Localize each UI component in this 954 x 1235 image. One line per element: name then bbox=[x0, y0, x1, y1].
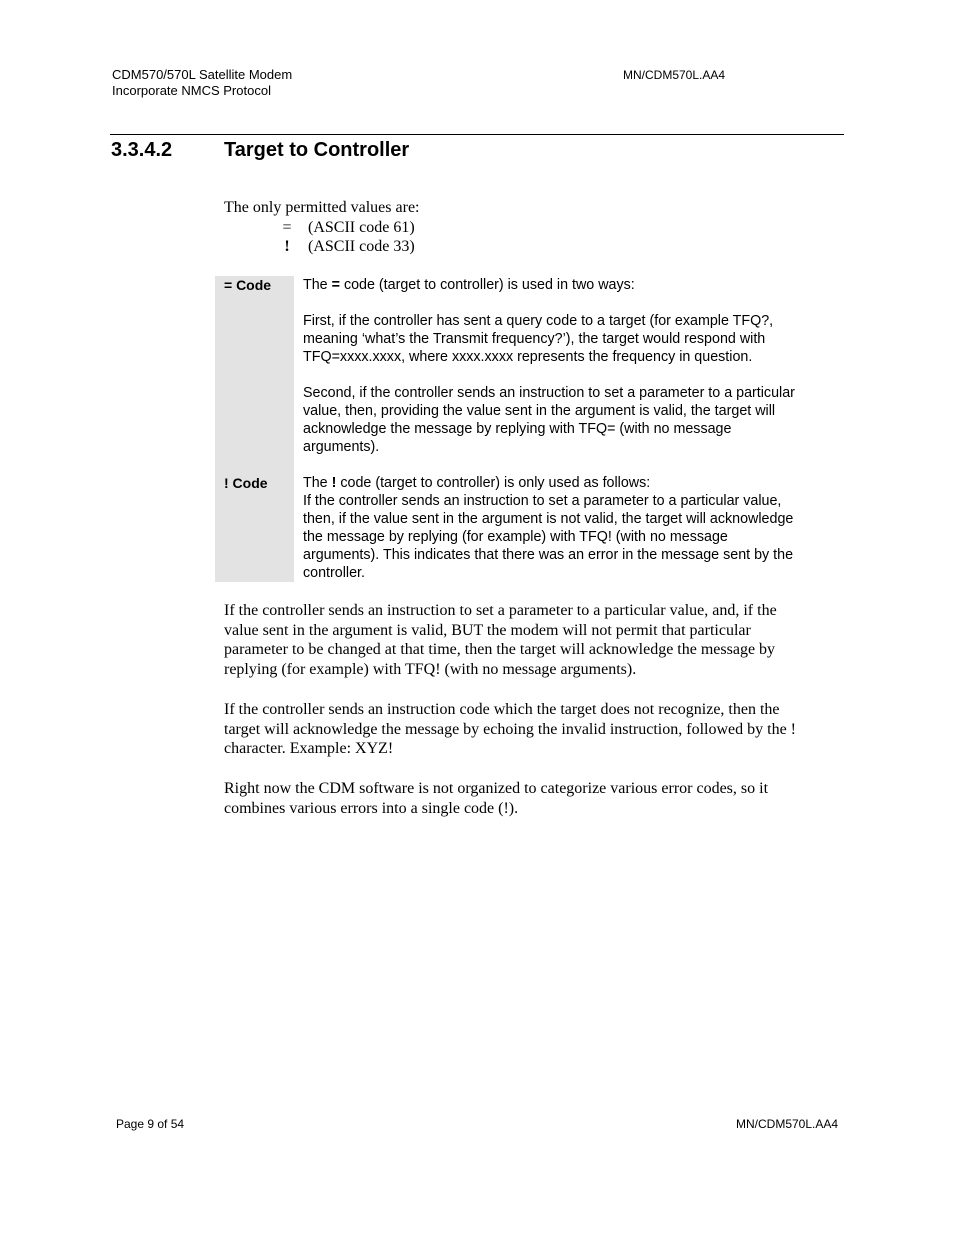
code-text-line: If the controller sends an instruction to set a parameter to a particular value, bbox=[303, 493, 782, 509]
paragraph-line: Right now the CDM software is not organized to categorize various error codes, so it bbox=[224, 780, 769, 797]
page-number: Page 9 of 54 bbox=[116, 1117, 185, 1131]
footer-doc-id: MN/CDM570L.AA4 bbox=[736, 1117, 839, 1131]
code-text-line: the message by replying (for example) with TFQ! (with no message bbox=[303, 529, 728, 545]
code-label: = Code bbox=[215, 276, 294, 474]
code-lead bbox=[303, 474, 845, 492]
paragraph-line: character. Example: XYZ! bbox=[224, 740, 394, 758]
lead-text: The bbox=[303, 475, 332, 491]
code-text-line: arguments). bbox=[303, 439, 380, 455]
lead-symbol: ! bbox=[331, 475, 337, 491]
value-description: (ASCII code 61) bbox=[308, 219, 415, 236]
code-description bbox=[294, 474, 845, 582]
lead-text: code (target to controller) is only used as follows: bbox=[336, 475, 651, 491]
code-text-line: First, if the controller has sent a query code to a target (for example TFQ?, bbox=[303, 313, 774, 329]
code-text-line: controller. bbox=[303, 565, 365, 581]
paragraph-line: value sent in the argument is valid, BUT the modem will not permit that particular bbox=[224, 621, 751, 639]
paragraph-line: target will acknowledge the message by echoing the invalid instruction, followed by the ! bbox=[224, 720, 796, 738]
paragraph-line: combines various errors into a single code (!). bbox=[224, 799, 519, 817]
paragraph-line: replying (for example) with TFQ! (with no message arguments). bbox=[224, 661, 637, 679]
lead-text: code (target to controller) is used in two ways: bbox=[339, 277, 635, 293]
code-table bbox=[215, 276, 845, 582]
body-paragraph bbox=[224, 601, 844, 680]
code-text-line: arguments). This indicates that there was an error in the message sent by the bbox=[303, 547, 794, 563]
header-rule bbox=[110, 134, 844, 135]
body-paragraph bbox=[224, 779, 844, 818]
code-text-line: TFQ=xxxx.xxxx, where xxxx.xxxx represents the frequency in question. bbox=[303, 349, 753, 365]
header-subtitle: Incorporate NMCS Protocol bbox=[112, 83, 271, 98]
paragraph-line: If the controller sends an instruction to set a parameter to a particular value, and, if the bbox=[224, 602, 777, 619]
code-label: ! Code bbox=[215, 474, 294, 582]
section-title: Target to Controller bbox=[224, 139, 410, 161]
value-symbol: = bbox=[282, 219, 292, 236]
page-header bbox=[112, 67, 292, 99]
code-row-equals bbox=[215, 276, 845, 474]
code-description bbox=[294, 276, 845, 474]
code-row-exclamation bbox=[215, 474, 845, 582]
section-number: 3.3.4.2 bbox=[111, 139, 173, 161]
body-paragraph bbox=[224, 700, 844, 759]
value-description: (ASCII code 33) bbox=[308, 238, 415, 255]
code-text-line: meaning ‘what’s the Transmit frequency?’), the target would respond with bbox=[303, 331, 766, 347]
intro-text: The only permitted values are: bbox=[224, 199, 420, 216]
header-title: CDM570/570L Satellite Modem bbox=[112, 67, 293, 82]
code-text-line: value, then, providing the value sent in the argument is valid, the target will bbox=[303, 403, 776, 419]
header-doc-id: MN/CDM570L.AA4 bbox=[623, 68, 726, 82]
code-text-line: then, if the value sent in the argument is not valid, the target will acknowledge bbox=[303, 511, 794, 527]
code-text-line: Second, if the controller sends an instruction to set a parameter to a particular bbox=[303, 385, 795, 401]
code-text-line: acknowledge the message by replying with TFQ= (with no message bbox=[303, 421, 732, 437]
lead-symbol: = bbox=[331, 277, 340, 293]
lead-text: The bbox=[303, 277, 332, 293]
paragraph-line: parameter to be changed at that time, then the target will acknowledge the message by bbox=[224, 641, 776, 659]
paragraph-line: If the controller sends an instruction code which the target does not recognize, then the bbox=[224, 701, 780, 718]
value-symbol: ! bbox=[284, 238, 290, 255]
code-lead bbox=[303, 276, 845, 294]
